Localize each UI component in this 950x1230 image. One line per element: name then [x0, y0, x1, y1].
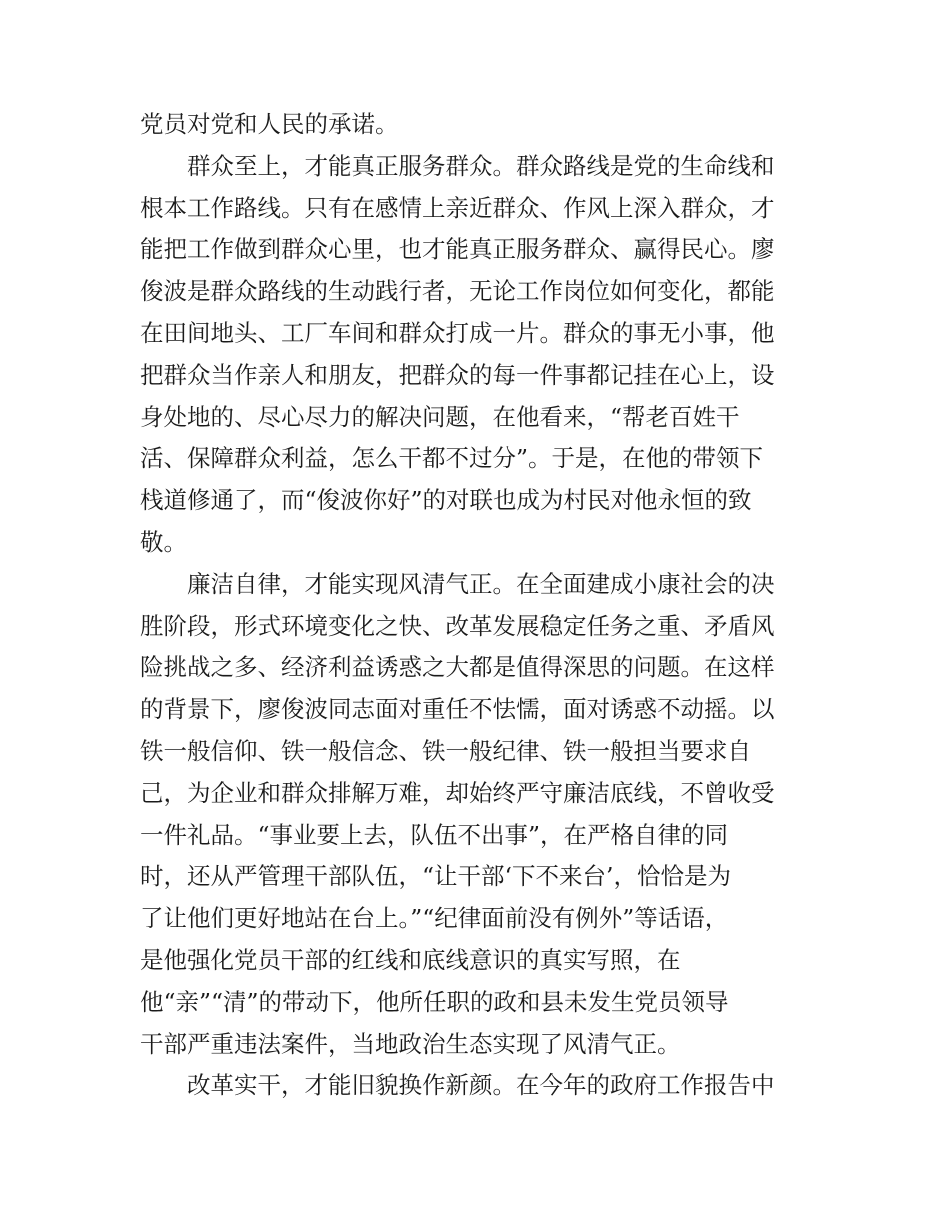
- text-line: 能把工作做到群众心里，也才能真正服务群众、赢得民心。廖: [140, 235, 775, 264]
- text-line: 改革实干，才能旧貌换作新颜。在今年的政府工作报告中: [187, 1071, 775, 1100]
- text-line: 己，为企业和群众排解万难，却始终严守廉洁底线，不曾收受: [140, 778, 775, 807]
- text-line: 铁一般信仰、铁一般信念、铁一般纪律、铁一般担当要求自: [140, 736, 751, 765]
- text-line: 干部严重违法案件，当地政治生态实现了风清气正。: [140, 1029, 681, 1058]
- text-line: 栈道修通了，而“俊波你好”的对联也成为村民对他永恒的致: [140, 486, 752, 515]
- text-line: 敬。: [140, 527, 187, 556]
- text-line: 是他强化党员干部的红线和底线意识的真实写照，在: [140, 945, 681, 974]
- text-line: 廉洁自律，才能实现风清气正。在全面建成小康社会的决: [187, 569, 775, 598]
- text-line: 党员对党和人民的承诺。: [140, 110, 399, 138]
- text-line: 根本工作路线。只有在感情上亲近群众、作风上深入群众，才: [140, 193, 775, 222]
- text-line: 险挑战之多、经济利益诱惑之大都是值得深思的问题。在这样: [140, 653, 775, 682]
- text-line: 俊波是群众路线的生动践行者，无论工作岗位如何变化，都能: [140, 277, 775, 306]
- text-line: 他“亲”“清”的带动下，他所任职的政和县未发生党员领导: [140, 987, 729, 1016]
- text-line: 胜阶段，形式环境变化之快、改革发展稳定任务之重、矛盾风: [140, 611, 775, 640]
- text-line: 在田间地头、工厂车间和群众打成一片。群众的事无小事，他: [140, 318, 775, 347]
- body-text: [140, 104, 820, 1107]
- text-line: 活、保障群众利益，怎么干都不过分”。于是，在他的带领下: [140, 444, 764, 473]
- text-line: 身处地的、尽心尽力的解决问题，在他看来，“帮老百姓干: [140, 402, 740, 431]
- text-line: 了让他们更好地站在台上。”“纪律面前没有例外”等话语，: [140, 904, 729, 933]
- text-line: 群众至上，才能真正服务群众。群众路线是党的生命线和: [187, 151, 775, 180]
- text-line: 把群众当作亲人和朋友，把群众的每一件事都记挂在心上，设: [140, 360, 775, 389]
- text-line: 一件礼品。“事业要上去，队伍不出事”，在严格自律的同: [140, 820, 729, 849]
- text-line: 的背景下，廖俊波同志面对重任不怯懦，面对诱惑不动摇。以: [140, 695, 775, 724]
- text-line: 时，还从严管理干部队伍，“让干部‘下不来台’，恰恰是为: [140, 862, 731, 891]
